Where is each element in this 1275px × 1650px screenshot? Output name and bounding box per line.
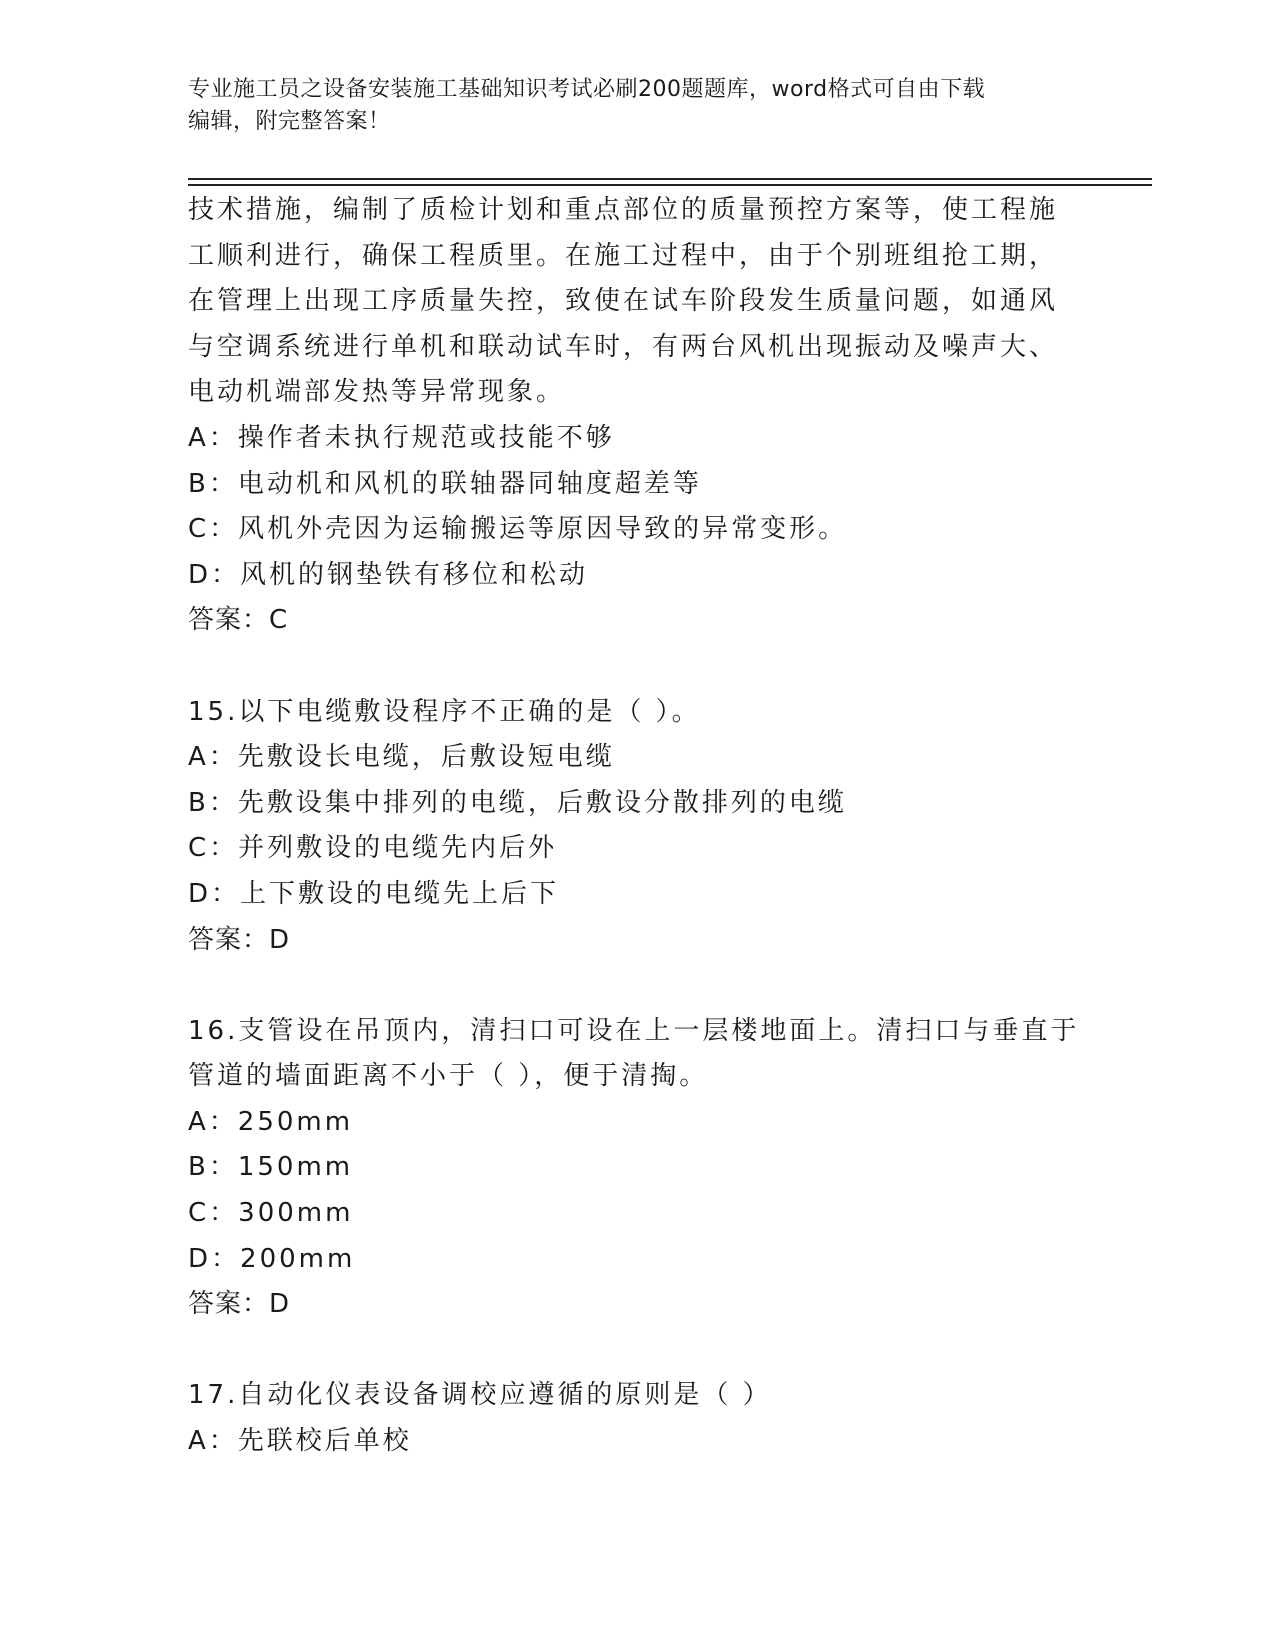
question-17 [188,1373,1088,1464]
option-a: A：先敷设长电缆，后敷设短电缆 [188,742,615,773]
header-divider-top [188,178,1152,180]
question-text-line: 17.自动化仪表设备调校应遵循的原则是（ ） [188,1380,772,1411]
document-body [188,188,1088,1465]
question-16 [188,1009,1088,1328]
option-a: A：先联校后单校 [188,1426,412,1457]
option-b: B：150mm [188,1152,354,1183]
option-d: D：风机的钢垫铁有移位和松动 [188,559,589,590]
question-text-line: 16.支管设在吊顶内，清扫口可设在上一层楼地面上。清扫口与垂直于 [188,1015,1080,1046]
option-a: A：250mm [188,1106,354,1137]
question-text-line: 管道的墙面距离不小于（ ），便于清掏。 [188,1061,709,1092]
option-b: B：先敷设集中排列的电缆，后敷设分散排列的电缆 [188,787,847,818]
option-c: C：300mm [188,1198,354,1229]
spacer [188,963,1088,1009]
spacer [188,1328,1088,1374]
question-text-line: 技术措施，编制了质检计划和重点部位的质量预控方案等，使工程施 [188,195,1059,225]
header-divider-bottom [188,184,1152,186]
question-text-line: 电动机端部发热等异常现象。 [188,377,566,408]
answer-label: 答案：D [188,1289,291,1320]
question-text-line: 工顺利进行，确保工程质里。在施工过程中，由于个别班组抢工期， [188,240,1059,271]
option-a: A：操作者未执行规范或技能不够 [188,422,615,453]
spacer [188,644,1088,690]
option-c: C：并列敷设的电缆先内后外 [188,833,558,864]
header-title-line-1: 专业施工员之设备安装施工基础知识考试必刷200题题库，word格式可自由下载 [188,77,986,102]
answer-label: 答案：D [188,924,291,955]
header-title-line-2: 编辑，附完整答案！ [188,109,391,134]
option-b: B：电动机和风机的联轴器同轴度超差等 [188,468,702,499]
question-text-line: 与空调系统进行单机和联动试车时，有两台风机出现振动及噪声大、 [188,331,1059,362]
document-header [188,74,1068,138]
question-text-line: 15.以下电缆敷设程序不正确的是（ ）。 [188,696,701,727]
question-text-line: 在管理上出现工序质量失控，致使在试车阶段发生质量问题，如通风 [188,286,1059,317]
option-d: D：200mm [188,1243,356,1274]
option-c: C：风机外壳因为运输搬运等原因导致的异常变形。 [188,514,848,545]
option-d: D：上下敷设的电缆先上后下 [188,878,560,909]
question-14-continuation [188,188,1088,644]
question-15 [188,690,1088,964]
answer-label: 答案：C [188,605,289,636]
